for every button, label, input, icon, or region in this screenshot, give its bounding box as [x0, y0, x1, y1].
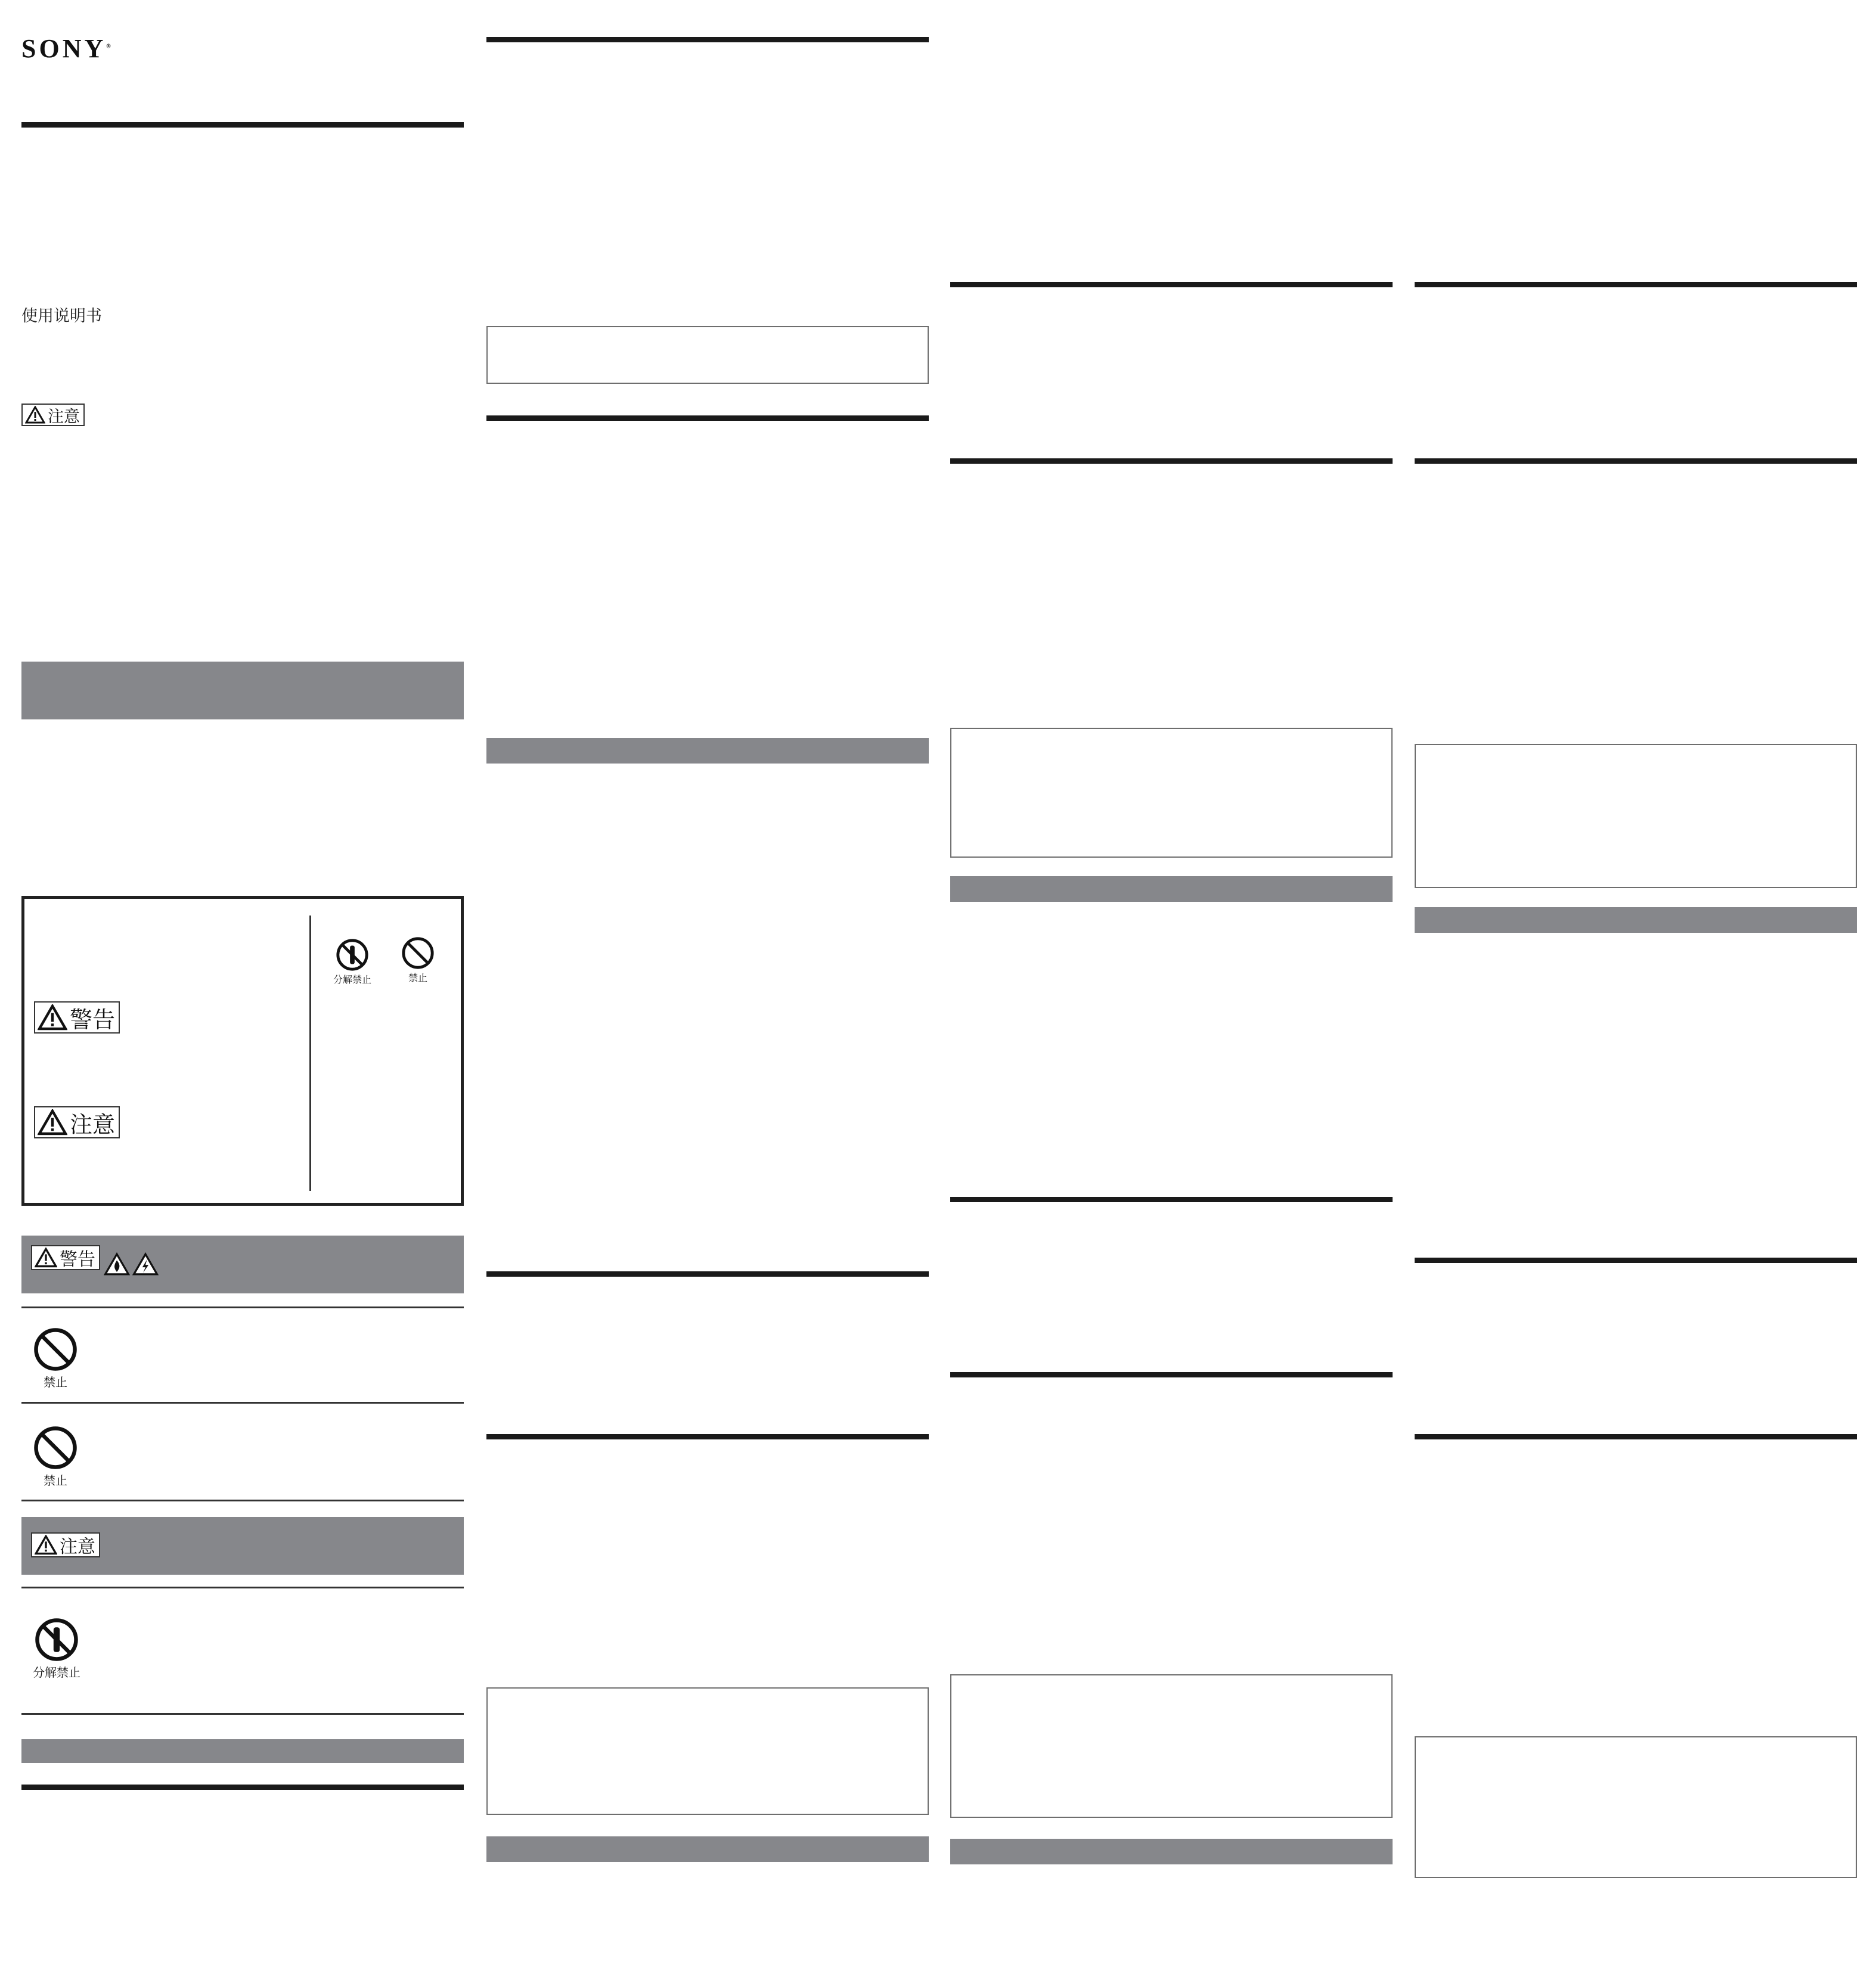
caution-badge: 注意 — [21, 404, 85, 426]
title-rule — [21, 122, 464, 128]
row-divider — [21, 1713, 464, 1715]
section-rule — [950, 282, 1393, 287]
symbol-legend-box — [21, 896, 464, 1206]
warning-badge: 警告 — [31, 1245, 100, 1270]
section-rule — [950, 458, 1393, 464]
section-header-bar — [1415, 907, 1857, 933]
manual-title: 使用说明书 — [21, 307, 102, 325]
note-box — [1415, 1736, 1857, 1878]
caution-badge: 注意 — [31, 1532, 100, 1557]
fire-hazard-icon — [104, 1252, 130, 1276]
section-header-bar — [486, 738, 929, 764]
section-rule — [1415, 282, 1857, 287]
warning-triangle-icon — [38, 1004, 67, 1031]
section-rule — [486, 1434, 929, 1439]
section-header-bar — [950, 1839, 1393, 1864]
note-box — [486, 1687, 929, 1815]
warning-triangle-icon — [38, 1109, 67, 1135]
prohibit-symbol: 禁止 — [31, 1425, 80, 1488]
legend-divider — [309, 916, 311, 1191]
warning-triangle-icon — [35, 1535, 57, 1555]
note-box — [950, 1674, 1393, 1818]
prohibit-icon — [32, 1326, 79, 1373]
note-box — [950, 728, 1393, 858]
prohibit-symbol: 禁止 — [31, 1326, 80, 1390]
section-header-bar — [21, 1739, 464, 1763]
caution-header-bar — [21, 1517, 464, 1575]
warning-header-bar — [21, 1236, 464, 1293]
prohibit-symbol: 禁止 — [400, 936, 436, 984]
electric-shock-icon — [132, 1252, 159, 1276]
section-rule — [486, 37, 929, 42]
section-rule — [1415, 458, 1857, 464]
section-rule — [486, 1271, 929, 1277]
section-rule — [1415, 1258, 1857, 1263]
no-disassembly-symbol: 分解禁止 — [328, 938, 376, 986]
row-divider — [21, 1402, 464, 1404]
warning-badge: 警告 — [34, 1001, 120, 1034]
warning-triangle-icon — [35, 1247, 57, 1268]
note-box — [486, 326, 929, 384]
note-box — [1415, 744, 1857, 888]
caution-badge: 注意 — [34, 1106, 120, 1138]
section-rule — [1415, 1434, 1857, 1439]
sony-logo: SONY® — [21, 34, 111, 63]
row-divider — [21, 1500, 464, 1501]
section-rule — [950, 1372, 1393, 1377]
row-divider — [21, 1587, 464, 1588]
prohibit-icon — [32, 1425, 79, 1471]
prohibit-icon — [401, 936, 435, 970]
no-disassembly-symbol: 分解禁止 — [24, 1616, 89, 1680]
no-disassembly-icon — [335, 938, 370, 972]
warning-triangle-icon — [25, 406, 45, 424]
section-rule — [486, 415, 929, 421]
section-header-bar — [950, 876, 1393, 902]
section-rule — [950, 1197, 1393, 1202]
row-divider — [21, 1307, 464, 1308]
section-rule — [21, 1785, 464, 1790]
no-disassembly-icon — [33, 1616, 80, 1663]
section-header-bar — [21, 662, 464, 719]
section-header-bar — [486, 1836, 929, 1862]
